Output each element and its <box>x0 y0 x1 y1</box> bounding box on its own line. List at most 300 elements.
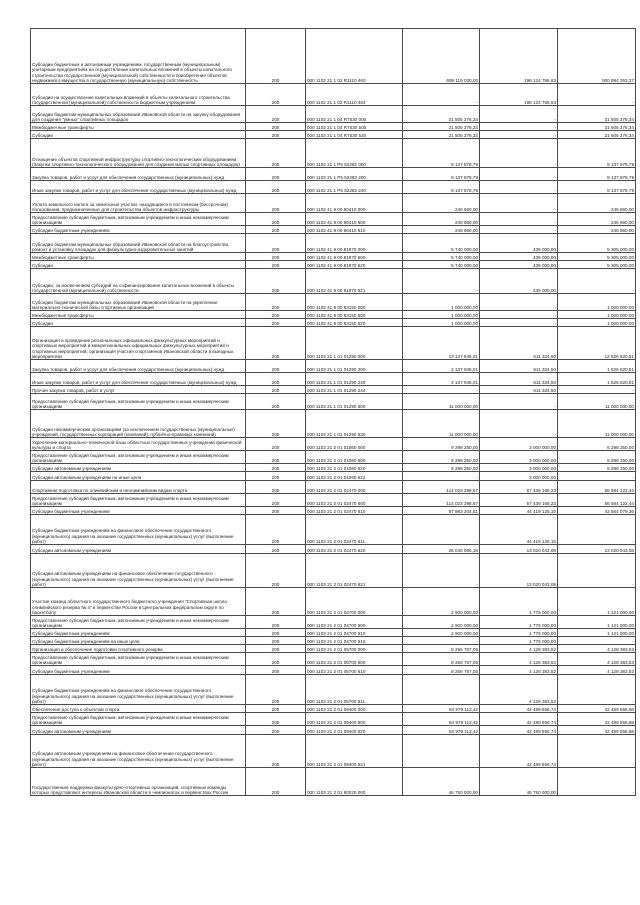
row-code: 200 <box>246 515 306 545</box>
table-row <box>31 705 636 713</box>
row-code: 200 <box>246 261 306 269</box>
row-code: 200 <box>246 131 306 139</box>
row-remaining-amount: 42 489 556,68 <box>558 705 636 713</box>
table-row <box>31 554 636 588</box>
row-name: Межбюджетные трансферты <box>31 253 246 261</box>
row-remaining-amount: 6 298 250,00 <box>558 451 636 464</box>
row-classification-code: 000 1102 41 9 00 83150 500 <box>306 311 403 319</box>
row-remaining-amount: 1 121 000,00 <box>558 616 636 629</box>
row-classification-code: 000 1103 21 1 01 01290 600 <box>306 394 403 410</box>
row-approved-amount: - <box>403 269 480 294</box>
row-name: Субсидии <box>31 319 246 327</box>
row-approved-amount: 114 023 298,67 <box>403 494 480 507</box>
row-remaining-amount: 42 489 556,68 <box>558 726 636 735</box>
row-executed-amount: 611 324,50 <box>480 386 558 394</box>
row-classification-code: 000 1103 21 2 01 09400 000 <box>306 705 403 713</box>
table-row <box>31 726 636 735</box>
row-remaining-amount: 6 298 250,00 <box>558 464 636 472</box>
row-name: Субсидии некоммерческим организациям (за исключением государственных (муниципальных) учреждений, государственных корпораций (компаний), публично-правовых компаний) <box>31 410 246 438</box>
row-name: Субсидии бюджетным учреждениям на финансовое обеспечение государственного (муниципального) задания на оказание государственных (муниципальных) услуг (выполнение работ) <box>31 515 246 545</box>
row-name: Субсидии на осуществление капитальных вложений в объекты капитального строительства государственной (муниципальной) собственности бюджетным учреждениям <box>31 84 246 106</box>
row-executed-amount: - <box>480 226 558 234</box>
row-code: 200 <box>246 319 306 327</box>
row-code: 200 <box>246 713 306 726</box>
table-row <box>31 394 636 410</box>
row-classification-code: 000 1102 41 9 00 81970 000 <box>306 234 403 253</box>
row-classification-code: 000 1102 41 9 00 90410 000 <box>306 194 403 213</box>
row-name: Межбюджетные трансферты <box>31 123 246 131</box>
row-name: Предоставление субсидий бюджетным, автономным учреждениям и иным некоммерческим организациям <box>31 653 246 666</box>
row-name: Субсидии бюджетным учреждениям на иные цели <box>31 637 246 645</box>
row-remaining-amount: 5 305 000,00 <box>558 261 636 269</box>
row-code: 200 <box>246 386 306 394</box>
row-executed-amount: 57 439 168,23 <box>480 494 558 507</box>
row-remaining-amount: 21 505 376,34 <box>558 123 636 131</box>
row-classification-code: 000 1102 21 1 02 R1110 460 <box>306 29 403 84</box>
row-approved-amount: 1 000 000,00 <box>403 311 480 319</box>
row-remaining-amount: - <box>558 515 636 545</box>
row-executed-amount: - <box>480 294 558 311</box>
row-approved-amount: 2 137 945,01 <box>403 373 480 386</box>
row-executed-amount: 3 000 000,00 <box>480 451 558 464</box>
row-classification-code: 000 1103 21 2 01 02470 620 <box>306 545 403 554</box>
row-approved-amount: 246 660,00 <box>403 213 480 226</box>
row-remaining-amount: 42 489 556,68 <box>558 713 636 726</box>
row-code: 200 <box>246 629 306 637</box>
row-approved-amount: - <box>403 735 480 768</box>
row-approved-amount: 84 979 113,42 <box>403 705 480 713</box>
row-name: Субсидии <box>31 261 246 269</box>
row-executed-amount: - <box>480 131 558 139</box>
row-classification-code: 000 1102 21 1 P5 52282 200 <box>306 168 403 181</box>
table-row <box>31 131 636 139</box>
row-executed-amount: - <box>480 123 558 131</box>
table-row <box>31 451 636 464</box>
row-classification-code: 000 1103 21 2 01 04700 000 <box>306 588 403 616</box>
row-executed-amount: - <box>480 410 558 438</box>
row-code: 200 <box>246 213 306 226</box>
table-row <box>31 507 636 515</box>
row-classification-code: 000 1103 21 2 01 09400 620 <box>306 726 403 735</box>
row-code: 200 <box>246 666 306 675</box>
row-executed-amount: 611 324,50 <box>480 360 558 373</box>
row-executed-amount: 198 124 766,63 <box>480 84 558 106</box>
row-approved-amount: - <box>403 472 480 481</box>
row-code: 200 <box>246 394 306 410</box>
row-executed-amount: 13 020 043,08 <box>480 554 558 588</box>
row-executed-amount: 42 489 556,74 <box>480 726 558 735</box>
row-code: 200 <box>246 234 306 253</box>
row-classification-code: 000 1103 21 2 01 01060 600 <box>306 451 403 464</box>
table-row <box>31 84 636 106</box>
row-approved-amount: - <box>403 637 480 645</box>
row-executed-amount: 42 489 556,74 <box>480 713 558 726</box>
row-name: Субсидии бюджетам муниципальных образований Ивановской области на благоустройство, ремонт и установку площадок для физкультурно-оздоровительных занятий <box>31 234 246 253</box>
row-approved-amount: 11 000 000,00 <box>403 394 480 410</box>
row-executed-amount: 1 779 000,00 <box>480 629 558 637</box>
row-approved-amount: 246 660,00 <box>403 226 480 234</box>
row-executed-amount: - <box>480 139 558 168</box>
row-remaining-amount: - <box>558 675 636 705</box>
table-row <box>31 588 636 616</box>
table-row <box>31 311 636 319</box>
row-executed-amount: - <box>480 181 558 194</box>
table-row <box>31 616 636 629</box>
row-classification-code: 000 1103 21 2 01 02470 611 <box>306 515 403 545</box>
row-code: 200 <box>246 360 306 373</box>
row-remaining-amount: 1 526 620,51 <box>558 373 636 386</box>
row-code: 200 <box>246 507 306 515</box>
row-code: 200 <box>246 29 306 84</box>
row-classification-code: 000 1103 21 2 01 01060 000 <box>306 438 403 451</box>
row-approved-amount: 8 137 878,79 <box>403 181 480 194</box>
row-code: 200 <box>246 139 306 168</box>
table-row <box>31 515 636 545</box>
row-remaining-amount: - <box>558 84 636 106</box>
row-name: Субсидии автономным учреждениям <box>31 726 246 735</box>
table-row <box>31 637 636 645</box>
row-code: 200 <box>246 226 306 234</box>
row-code: 200 <box>246 588 306 616</box>
row-name: Субсидии, за исключением субсидий на софинансирование капитальных вложений в объекты государственной (муниципальной) собственности <box>31 269 246 294</box>
row-approved-amount: 2 900 000,00 <box>403 616 480 629</box>
row-approved-amount: 246 660,00 <box>403 194 480 213</box>
row-name: Оснащение объектов спортивной инфраструктуры спортивно-технологическим оборудованием (Закупка спортивно-технологического оборудования для создания малых спортивных площадок) <box>31 139 246 168</box>
row-executed-amount: 435 000,00 <box>480 253 558 261</box>
row-classification-code: 000 1103 21 2 01 05700 000 <box>306 645 403 653</box>
row-executed-amount: - <box>480 106 558 123</box>
row-code: 200 <box>246 451 306 464</box>
row-code: 200 <box>246 438 306 451</box>
row-code: 200 <box>246 123 306 131</box>
row-approved-amount: 8 256 767,05 <box>403 645 480 653</box>
row-code: 200 <box>246 106 306 123</box>
row-classification-code: 000 1103 21 1 01 01290 200 <box>306 360 403 373</box>
row-approved-amount: 5 740 000,00 <box>403 253 480 261</box>
row-remaining-amount: 21 505 376,34 <box>558 106 636 123</box>
table-row <box>31 645 636 653</box>
row-classification-code: 000 1103 21 1 01 01290 244 <box>306 386 403 394</box>
row-classification-code: 000 1103 21 2 01 01060 622 <box>306 472 403 481</box>
table-row <box>31 194 636 213</box>
row-name: Субсидии автономным учреждениям на финансовое обеспечение государственного (муниципального) задания на оказание государственных (муниципальных) услуг (выполнение работ) <box>31 735 246 768</box>
row-approved-amount: 8 137 878,79 <box>403 139 480 168</box>
row-approved-amount: 2 137 945,01 <box>403 360 480 373</box>
row-name: Закупка товаров, работ и услуг для обеспечения государственных (муниципальных) нужд <box>31 168 246 181</box>
row-remaining-amount: 1 000 000,00 <box>558 311 636 319</box>
row-executed-amount: 1 779 000,00 <box>480 616 558 629</box>
row-approved-amount: 2 900 000,00 <box>403 629 480 637</box>
row-name: Уплата земельного налога за земельные участки, находящиеся в постоянном (бессрочном) пользовании, предназначенные для строительства объектов инфраструктуры <box>31 194 246 213</box>
row-approved-amount: 9 298 250,00 <box>403 451 480 464</box>
table-row <box>31 410 636 438</box>
row-approved-amount: 11 000 000,00 <box>403 410 480 438</box>
table-row <box>31 261 636 269</box>
row-executed-amount: 1 779 000,00 <box>480 637 558 645</box>
row-executed-amount: 44 419 125,15 <box>480 515 558 545</box>
row-classification-code: 000 1103 21 2 01 05700 610 <box>306 666 403 675</box>
row-classification-code: 000 1103 21 2 01 05700 611 <box>306 675 403 705</box>
row-name: Участие команд областного государственного бюджетного учреждения "Спортивная школа олимпийского резерва № 4" в первенстве России в Центральном федеральном округе по баскетболу <box>31 588 246 616</box>
row-name: Прочая закупка товаров, работ и услуг <box>31 386 246 394</box>
row-executed-amount: 611 324,50 <box>480 373 558 386</box>
table-row <box>31 360 636 373</box>
row-classification-code: 000 1103 21 1 01 01290 240 <box>306 373 403 386</box>
table-row <box>31 269 636 294</box>
row-approved-amount: 87 983 204,51 <box>403 507 480 515</box>
row-classification-code: 000 1103 21 2 01 02470 000 <box>306 481 403 494</box>
row-remaining-amount: 1 121 000,00 <box>558 629 636 637</box>
row-code: 200 <box>246 253 306 261</box>
table-row <box>31 464 636 472</box>
row-classification-code: 000 1102 21 1 04 R7530 520 <box>306 131 403 139</box>
row-name: Организация и проведение региональных официальных физкультурных мероприятий и спортивных мероприятий и межрегиональных официальных физкультурных мероприятий и спортивных мероприятий; организация участия спортсменов Ивановской области в выездных мероприятиях <box>31 327 246 360</box>
row-code: 200 <box>246 181 306 194</box>
row-executed-amount: 42 489 556,74 <box>480 705 558 713</box>
row-approved-amount: 5 740 000,00 <box>403 234 480 253</box>
row-code: 200 <box>246 616 306 629</box>
row-remaining-amount: 5 305 000,00 <box>558 253 636 261</box>
row-approved-amount: 13 137 945,01 <box>403 327 480 360</box>
row-code: 200 <box>246 735 306 768</box>
row-name: Субсидии автономным учреждениям <box>31 464 246 472</box>
row-name: Государственная поддержка физкультурно-спортивных организаций, спортивные команды которых представляют интересы Ивановской области в чемпионатах и первенствах России <box>31 768 246 796</box>
row-executed-amount: - <box>480 168 558 181</box>
row-code: 200 <box>246 294 306 311</box>
table-row <box>31 494 636 507</box>
row-approved-amount: 21 505 376,34 <box>403 106 480 123</box>
row-name: Субсидии бюджетным учреждениям <box>31 666 246 675</box>
row-remaining-amount: 500 994 263,37 <box>558 29 636 84</box>
row-remaining-amount: 13 020 043,08 <box>558 545 636 554</box>
row-name: Субсидии бюджетным учреждениям <box>31 629 246 637</box>
row-executed-amount: 4 128 383,52 <box>480 645 558 653</box>
row-remaining-amount: 8 137 878,79 <box>558 168 636 181</box>
table-row <box>31 472 636 481</box>
row-classification-code: 000 1102 41 9 00 83150 000 <box>306 294 403 311</box>
row-approved-amount: - <box>403 554 480 588</box>
row-remaining-amount: 8 137 878,79 <box>558 139 636 168</box>
row-classification-code: 000 1103 21 2 01 04700 600 <box>306 616 403 629</box>
row-name: Субсидии автономным учреждениям на иные цели <box>31 472 246 481</box>
row-remaining-amount: - <box>558 735 636 768</box>
row-approved-amount: 9 298 250,00 <box>403 438 480 451</box>
row-approved-amount: 5 740 000,00 <box>403 261 480 269</box>
row-name: Субсидии бюджетным учреждениям <box>31 226 246 234</box>
row-name: Спортивная подготовка по олимпийским и неолимпийским видам спорта <box>31 481 246 494</box>
row-classification-code: 000 1103 21 2 01 09400 621 <box>306 735 403 768</box>
table-row <box>31 768 636 796</box>
row-classification-code: 000 1103 21 1 01 01290 000 <box>306 327 403 360</box>
table-row <box>31 675 636 705</box>
row-name: Иные закупки товаров, работ и услуг для обеспечения государственных (муниципальных) нужд <box>31 181 246 194</box>
row-name: Межбюджетные трансферты <box>31 311 246 319</box>
row-remaining-amount: 5 305 000,00 <box>558 234 636 253</box>
row-approved-amount: 84 979 113,42 <box>403 726 480 735</box>
row-code: 200 <box>246 311 306 319</box>
row-remaining-amount: 1 000 000,00 <box>558 294 636 311</box>
row-code: 200 <box>246 653 306 666</box>
row-remaining-amount: 1 526 620,51 <box>558 360 636 373</box>
row-remaining-amount: 4 128 383,53 <box>558 645 636 653</box>
row-code: 200 <box>246 545 306 554</box>
row-name: Субсидии бюджетным учреждениям на финансовое обеспечение государственного (муниципального) задания на оказание государственных (муниципальных) услуг (выполнение работ) <box>31 675 246 705</box>
budget-execution-table <box>30 28 636 796</box>
row-name: Субсидии бюджетным и автономным учреждениям, государственным (муниципальным) унитарным предприятиям на осуществление капитальных вложений в объекты капитального строительства государственной (муниципальной) собственности и приобретение объектов недвижимого имущества в государственную (муниципальную) собственность <box>31 29 246 84</box>
row-code: 200 <box>246 645 306 653</box>
row-name: Предоставление субсидий бюджетным, автономным учреждениям и иным некоммерческим организациям <box>31 213 246 226</box>
table-row <box>31 106 636 123</box>
row-approved-amount: - <box>403 84 480 106</box>
row-executed-amount: - <box>480 319 558 327</box>
row-remaining-amount: - <box>558 554 636 588</box>
row-classification-code: 000 1103 21 2 01 02470 600 <box>306 494 403 507</box>
row-classification-code: 000 1102 21 1 04 R7530 500 <box>306 123 403 131</box>
row-name: Обеспечение доступа к объектам спорта <box>31 705 246 713</box>
table-row <box>31 123 636 131</box>
row-executed-amount: 57 439 168,23 <box>480 481 558 494</box>
row-name: Субсидии автономным учреждениям <box>31 545 246 554</box>
table-row <box>31 226 636 234</box>
row-remaining-amount: 246 660,00 <box>558 226 636 234</box>
row-approved-amount: 21 505 376,34 <box>403 123 480 131</box>
row-classification-code: 000 1102 21 1 P5 52282 000 <box>306 139 403 168</box>
row-classification-code: 000 1103 21 2 01 01060 620 <box>306 464 403 472</box>
row-remaining-amount: 21 505 376,34 <box>558 131 636 139</box>
row-classification-code: 000 1103 21 1 01 01290 630 <box>306 410 403 438</box>
row-approved-amount: 9 298 250,00 <box>403 464 480 472</box>
row-approved-amount: - <box>403 675 480 705</box>
table-row <box>31 666 636 675</box>
row-remaining-amount: 8 137 878,79 <box>558 181 636 194</box>
table-row <box>31 181 636 194</box>
row-code: 200 <box>246 637 306 645</box>
row-code: 200 <box>246 464 306 472</box>
row-classification-code: 000 1103 21 2 01 09400 600 <box>306 713 403 726</box>
row-approved-amount: 2 900 000,00 <box>403 588 480 616</box>
row-remaining-amount: 56 584 122,44 <box>558 481 636 494</box>
row-remaining-amount: 11 000 000,00 <box>558 394 636 410</box>
row-executed-amount: 4 128 383,52 <box>480 675 558 705</box>
table-row <box>31 327 636 360</box>
row-executed-amount: 198 124 766,63 <box>480 29 558 84</box>
row-executed-amount: 46 750 000,00 <box>480 768 558 796</box>
row-code: 200 <box>246 168 306 181</box>
row-name: Предоставление субсидий бюджетным, автономным учреждениям и иным некоммерческим организациям <box>31 451 246 464</box>
row-classification-code: 000 1102 41 9 00 90410 600 <box>306 213 403 226</box>
row-executed-amount: 3 000 000,00 <box>480 438 558 451</box>
row-approved-amount: 699 119 030,00 <box>403 29 480 84</box>
row-code: 200 <box>246 675 306 705</box>
row-approved-amount: 8 256 767,05 <box>403 653 480 666</box>
row-code: 200 <box>246 327 306 360</box>
row-remaining-amount: 1 000 000,00 <box>558 319 636 327</box>
row-name: Предоставление субсидий бюджетным, автономным учреждениям и иным некоммерческим организациям <box>31 494 246 507</box>
row-name: Субсидии <box>31 131 246 139</box>
row-executed-amount: 435 000,00 <box>480 261 558 269</box>
row-remaining-amount: 4 128 383,53 <box>558 653 636 666</box>
row-remaining-amount: 56 584 122,44 <box>558 494 636 507</box>
row-remaining-amount: 4 128 383,53 <box>558 666 636 675</box>
table-row <box>31 139 636 168</box>
row-code: 200 <box>246 705 306 713</box>
row-code: 200 <box>246 726 306 735</box>
table-row <box>31 481 636 494</box>
row-remaining-amount: - <box>558 637 636 645</box>
row-executed-amount: 4 128 383,52 <box>480 653 558 666</box>
row-name: Организация и обеспечение подготовки спортивного резерва <box>31 645 246 653</box>
row-name: Субсидии бюджетам муниципальных образований Ивановской области на укрепление материально-технической базы спортивных организаций <box>31 294 246 311</box>
row-executed-amount: 435 000,00 <box>480 234 558 253</box>
row-name: Закупка товаров, работ и услуг для обеспечения государственных (муниципальных) нужд <box>31 360 246 373</box>
row-classification-code: 000 1102 21 1 04 R7530 000 <box>306 106 403 123</box>
row-approved-amount: - <box>403 386 480 394</box>
row-executed-amount: 611 324,50 <box>480 327 558 360</box>
row-remaining-amount: 11 000 000,00 <box>558 410 636 438</box>
row-executed-amount: 3 000 000,00 <box>480 464 558 472</box>
row-classification-code: 000 1103 21 2 01 02470 621 <box>306 554 403 588</box>
row-remaining-amount: - <box>558 269 636 294</box>
row-code: 200 <box>246 554 306 588</box>
row-executed-amount: 44 419 125,15 <box>480 507 558 515</box>
row-code: 200 <box>246 768 306 796</box>
row-remaining-amount: 43 564 079,36 <box>558 507 636 515</box>
row-classification-code: 000 1102 21 1 P5 52282 240 <box>306 181 403 194</box>
row-approved-amount: 21 505 376,34 <box>403 131 480 139</box>
table-row <box>31 735 636 768</box>
row-executed-amount: 13 020 043,08 <box>480 545 558 554</box>
row-executed-amount: 3 000 000,00 <box>480 472 558 481</box>
row-code: 200 <box>246 481 306 494</box>
row-classification-code: 000 1103 21 2 01 02470 610 <box>306 507 403 515</box>
row-code: 200 <box>246 472 306 481</box>
table-row <box>31 294 636 311</box>
row-approved-amount: 8 256 767,05 <box>403 666 480 675</box>
row-remaining-amount: 246 660,00 <box>558 213 636 226</box>
row-classification-code: 000 1103 21 2 01 04700 612 <box>306 637 403 645</box>
row-approved-amount: 1 000 000,00 <box>403 294 480 311</box>
row-classification-code: 000 1103 21 2 01 05700 600 <box>306 653 403 666</box>
table-row <box>31 713 636 726</box>
row-approved-amount: 8 137 878,79 <box>403 168 480 181</box>
row-remaining-amount: 246 660,00 <box>558 194 636 213</box>
row-name: Субсидии бюджетным учреждениям <box>31 507 246 515</box>
table-row <box>31 29 636 84</box>
row-code: 200 <box>246 84 306 106</box>
table-row <box>31 629 636 637</box>
row-code: 200 <box>246 494 306 507</box>
row-executed-amount: 42 489 556,74 <box>480 735 558 768</box>
row-name: Субсидии бюджетам муниципальных образований Ивановской области на закупку оборудования для создания "умных" спортивных площадок <box>31 106 246 123</box>
row-classification-code: 000 1102 41 9 00 81970 500 <box>306 253 403 261</box>
table-row <box>31 213 636 226</box>
table-row <box>31 386 636 394</box>
row-name: Предоставление субсидий бюджетным, автономным учреждениям и иным некоммерческим организациям <box>31 616 246 629</box>
row-remaining-amount: 12 526 620,51 <box>558 327 636 360</box>
row-code: 200 <box>246 194 306 213</box>
table-row <box>31 545 636 554</box>
row-executed-amount: 1 779 000,00 <box>480 588 558 616</box>
row-remaining-amount: 1 121 000,00 <box>558 588 636 616</box>
row-remaining-amount: - <box>558 472 636 481</box>
table-row <box>31 653 636 666</box>
row-classification-code: 000 1102 41 9 00 81970 521 <box>306 269 403 294</box>
table-row <box>31 168 636 181</box>
row-remaining-amount: - <box>558 386 636 394</box>
row-approved-amount: 46 750 000,00 <box>403 768 480 796</box>
table-row <box>31 234 636 253</box>
row-approved-amount: 26 040 086,16 <box>403 545 480 554</box>
